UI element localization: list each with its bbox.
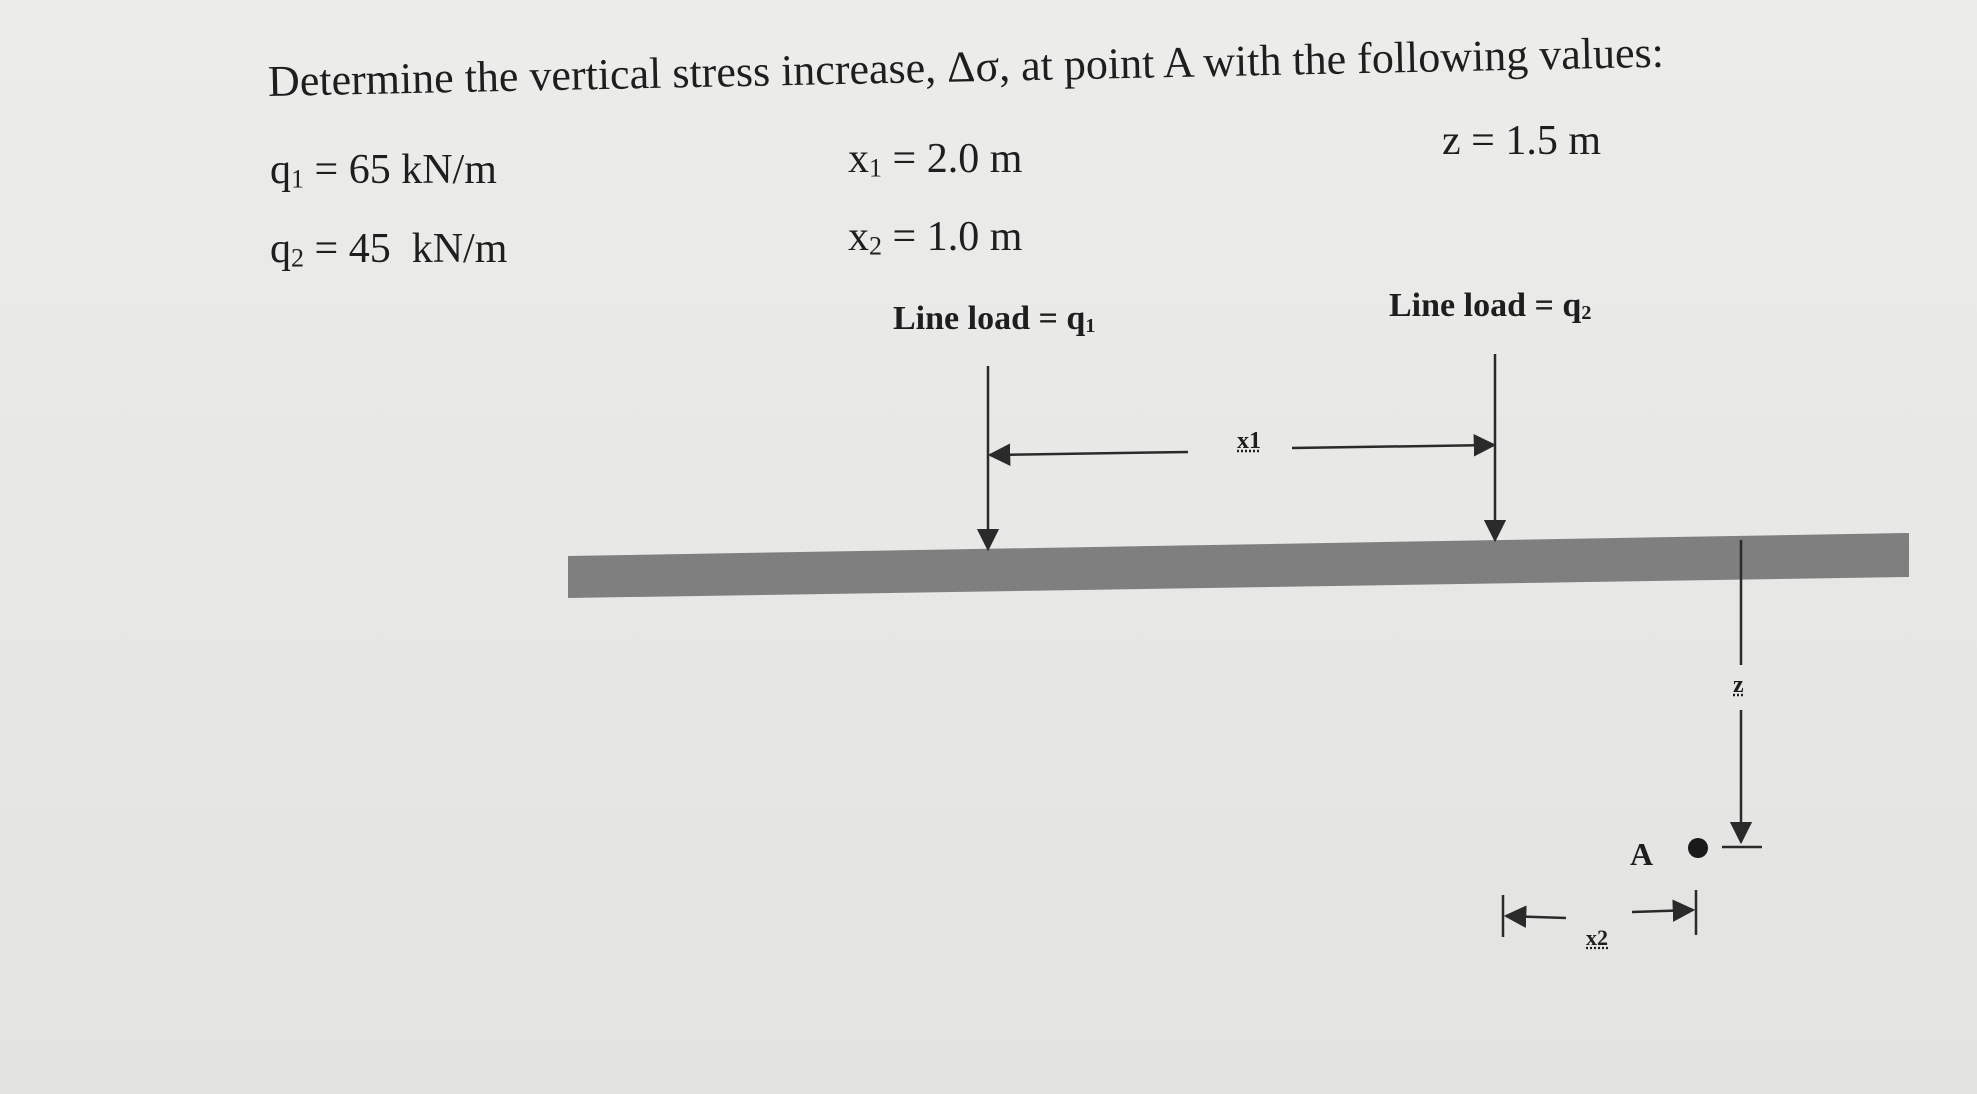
z-value: = 1.5 m (1460, 118, 1602, 164)
point-a-marker (1688, 838, 1708, 858)
line-load-1-subscript: 1 (1085, 315, 1096, 338)
q2-symbol: q (270, 226, 291, 272)
ground-surface (568, 533, 1909, 598)
q2-value: = 45 kN/m (304, 226, 508, 272)
line-load-1-text: Line load = q (893, 300, 1086, 337)
x1-value: = 2.0 m (882, 136, 1023, 182)
q1-value: = 65 kN/m (304, 147, 497, 193)
x2-dimension-left-arrow (1506, 916, 1566, 918)
x1-dimension-left-arrow (990, 452, 1188, 455)
x1-symbol: x (848, 136, 869, 182)
point-a-label: A (1630, 836, 1654, 872)
x2-value: = 1.0 m (882, 214, 1023, 260)
x2-dimension-right-arrow (1632, 910, 1693, 912)
q1-subscript: 1 (291, 164, 305, 194)
x2-dimension-label: x2 (1586, 925, 1608, 950)
line-load-2-text: Line load = q (1389, 287, 1582, 324)
q2-subscript: 2 (291, 243, 305, 273)
x2-subscript: 2 (869, 231, 883, 261)
x2-symbol: x (848, 214, 869, 260)
problem-statement: Determine the vertical stress increase, Δσ, at point A with the following values: (267, 27, 1665, 106)
line-load-2-subscript: 2 (1581, 302, 1592, 325)
z-symbol: z (1442, 118, 1461, 164)
x1-subscript: 1 (869, 153, 883, 183)
z-dimension-label: z (1733, 672, 1744, 698)
x1-dimension-label: x1 (1237, 428, 1261, 454)
q1-symbol: q (270, 147, 291, 193)
x1-dimension-right-arrow (1292, 445, 1494, 448)
